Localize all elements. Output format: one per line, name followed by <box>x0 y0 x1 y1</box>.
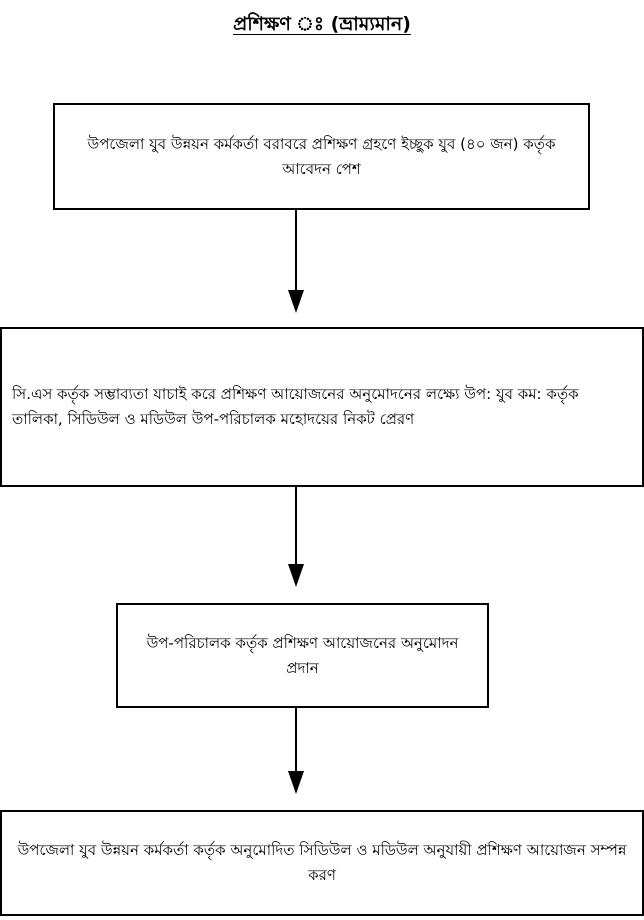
arrow-3-head <box>288 771 304 794</box>
flow-step-1-text: উপজেলা যুব উন্নয়ন কর্মকর্তা বরাবরে প্রশিক্ষণ গ্রহণে ইচ্ছুক যুব (৪০ জন) কর্তৃক আবেদন পেশ <box>87 134 556 178</box>
flow-step-3-box <box>116 603 489 708</box>
page-title <box>0 10 644 42</box>
flow-step-2-text: সি.এস কর্তৃক সম্ভাব্যতা যাচাই করে প্রশিক্ষণ আয়োজনের অনুমোদনের লক্ষ্যে উপ: যুব কম: কর্তৃক তালিকা, সিডিউল ও মডিউল উপ-পরিচালক মহোদয়ের নিকট প্রেরণ <box>12 385 579 428</box>
arrow-1-to-2 <box>288 210 304 313</box>
flow-step-2-box <box>0 327 644 487</box>
arrow-2-head <box>288 564 304 587</box>
arrow-3-to-4 <box>288 708 304 794</box>
arrow-1-head <box>288 290 304 313</box>
flow-step-4-box <box>0 810 644 916</box>
flow-step-1-box <box>53 103 590 210</box>
arrow-2-to-3 <box>288 487 304 587</box>
page-title-text: প্রশিক্ষণ ঃ (ভ্রাম্যমান) <box>233 13 411 35</box>
flow-step-4-text: উপজেলা যুব উন্নয়ন কর্মকর্তা কর্তৃক অনুমোদিত সিডিউল ও মডিউল অনুযায়ী প্রশিক্ষণ আয়োজন সম্পন্ন করণ <box>17 841 627 884</box>
flow-step-3-text: উপ-পরিচালক কর্তৃক প্রশিক্ষণ আয়োজনের অনুমোদন প্রদান <box>146 633 459 677</box>
